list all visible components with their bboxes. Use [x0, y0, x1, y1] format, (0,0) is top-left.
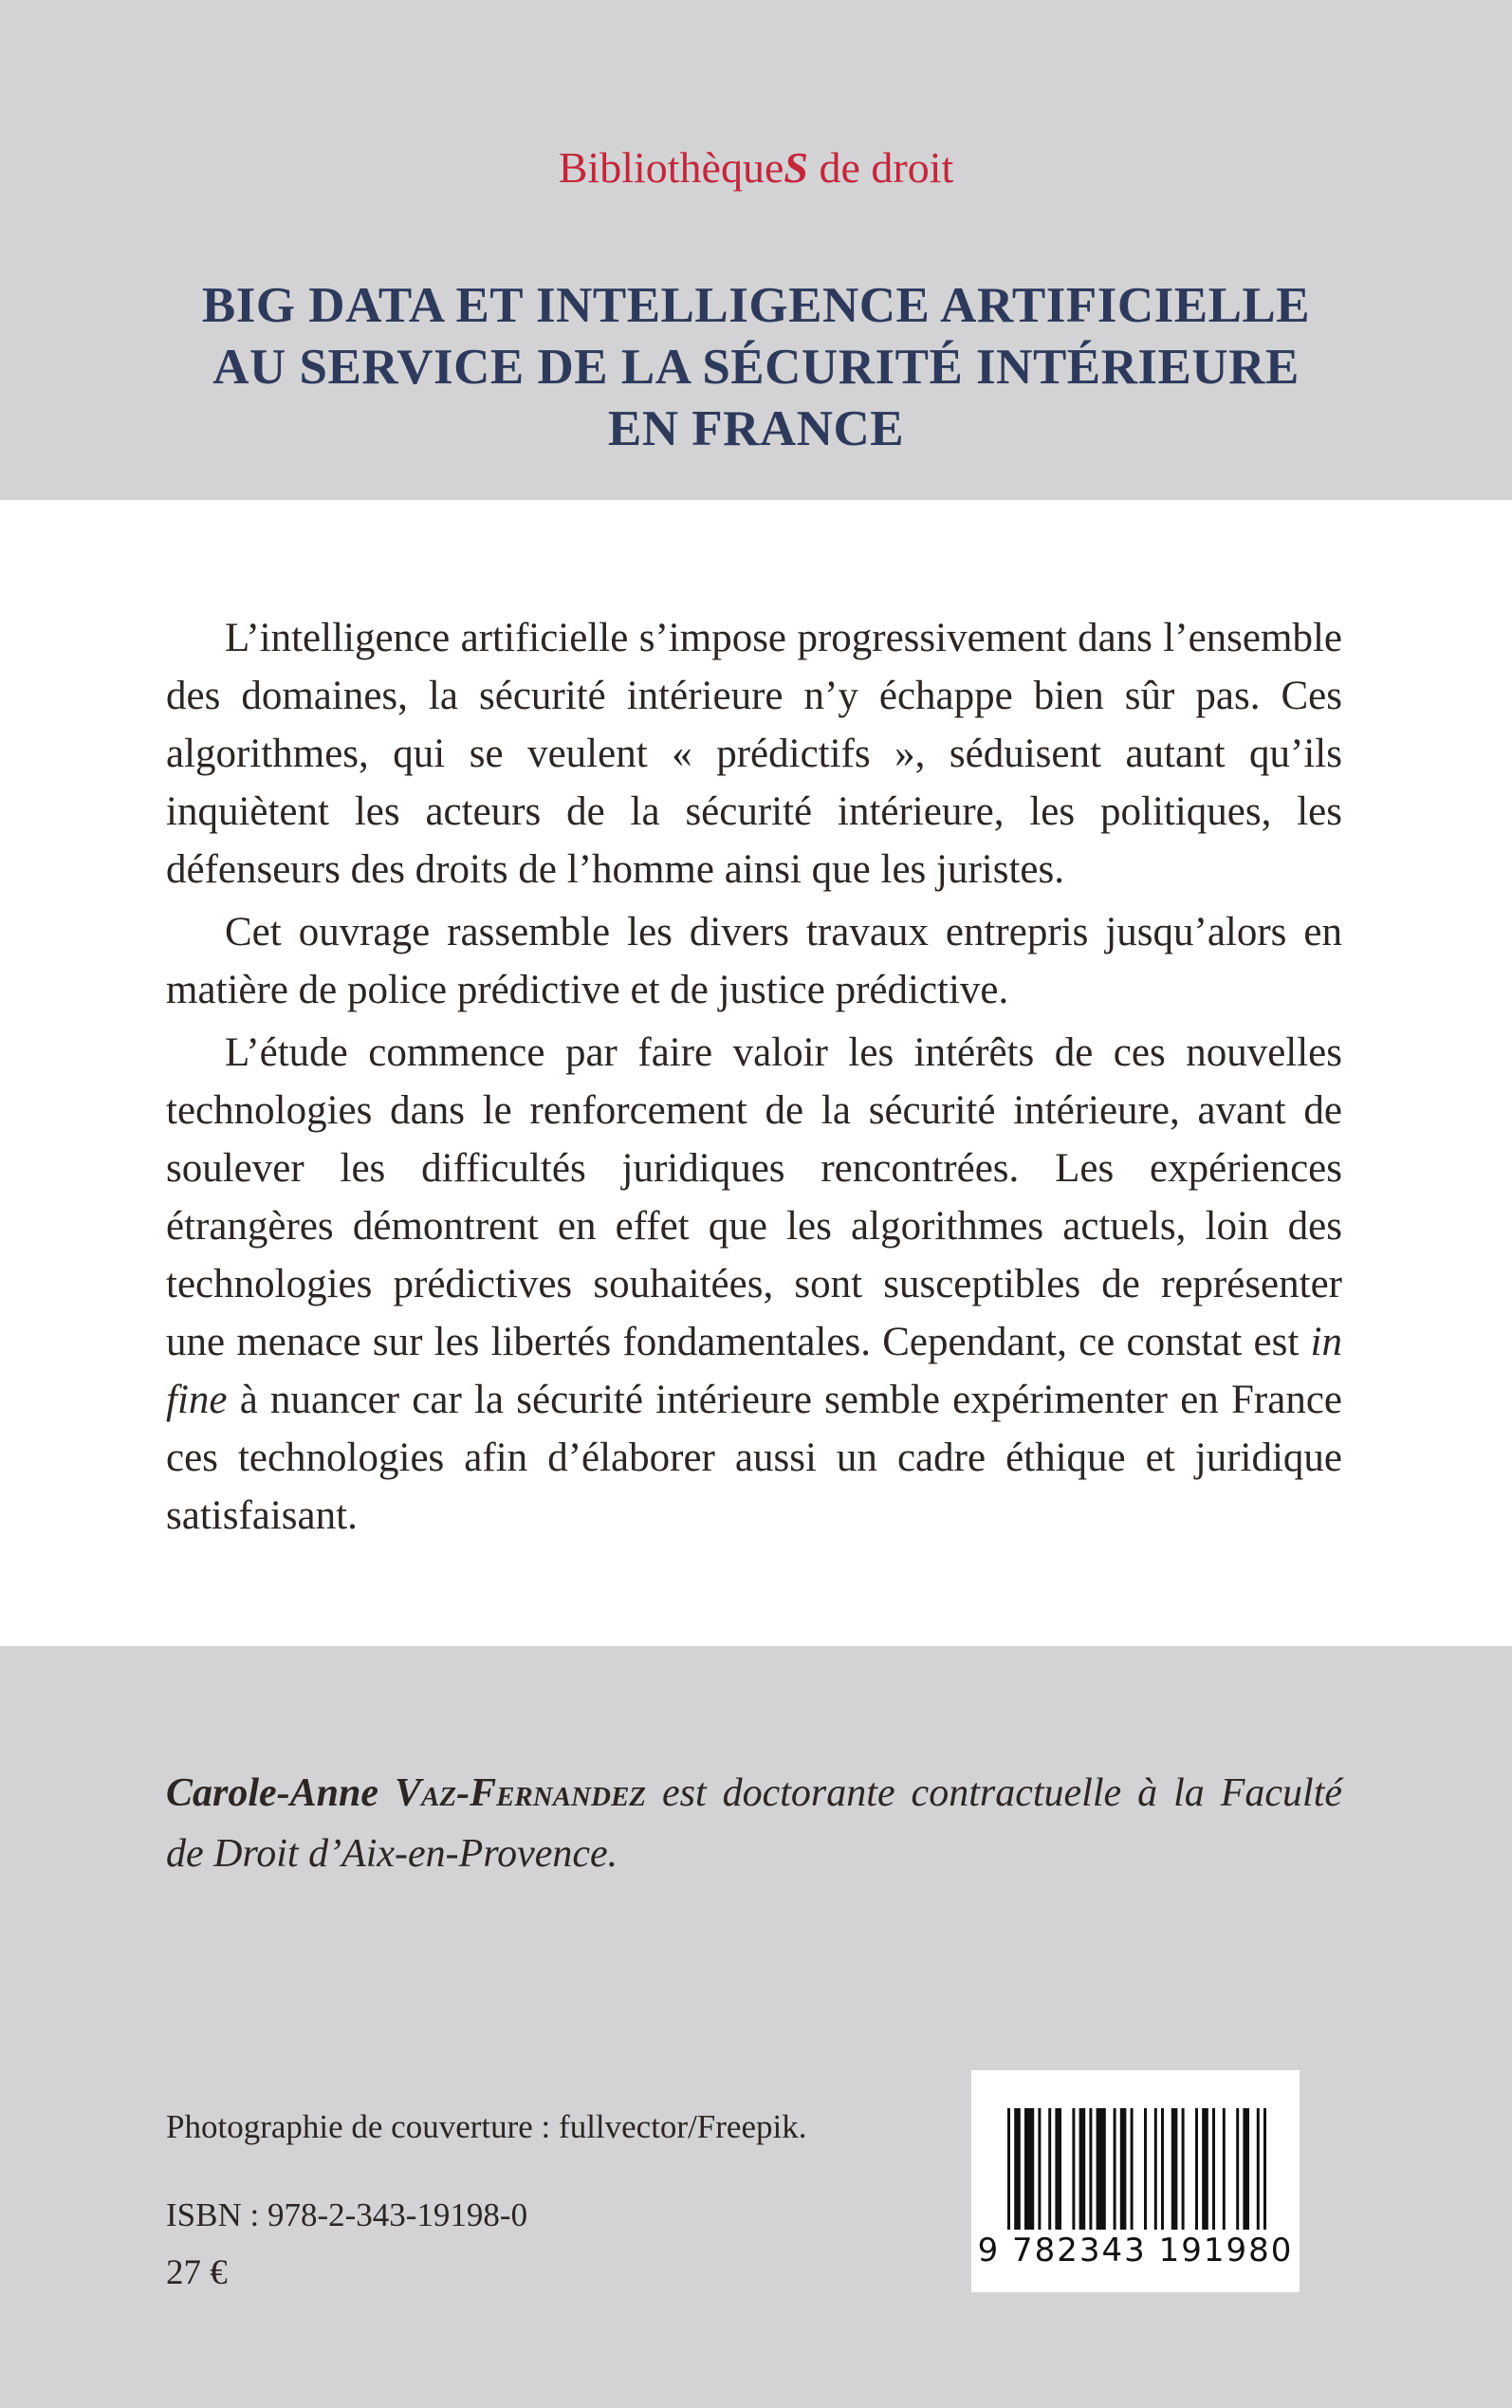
barcode-bar	[1212, 2108, 1215, 2230]
barcode-bar	[1263, 2108, 1266, 2230]
barcode-bar	[1182, 2108, 1185, 2230]
barcode-bar	[1236, 2108, 1239, 2230]
blurb-p3-italic: in fine	[166, 1320, 1342, 1422]
barcode-bar	[1223, 2108, 1226, 2230]
collection-emphasis: S	[784, 143, 808, 192]
barcode-digits: 9 782343 191980	[977, 2232, 1294, 2269]
author-bio-text: est doctorante contractuelle à la Faculté de Droit d’Aix-en-Provence.	[166, 1771, 1343, 1876]
author-last-name: Vaz-Fernandez	[395, 1771, 647, 1815]
barcode-bar	[1202, 2108, 1208, 2230]
barcode-bar	[1243, 2108, 1249, 2230]
blurb-p3-end: à nuancer car la sécurité intérieure semble expérimenter en France ces technologies afin d’élaborer aussi un cadre éthique et juridique satisfaisant.	[166, 1378, 1342, 1538]
barcode-bar	[1154, 2108, 1157, 2230]
blurb-p3-start: L’étude commence par faire valoir les intérêts de ces nouvelles technologies dans le renforcement de la sécurité intérieure, avant de soulever les difficultés juridiques rencontrées. Les expériences étrangères démontrent en effet que les algorithmes actuels, loin des technologies prédictives souhaitées, sont susceptibles de représenter une menace sur les libertés fondamentales. Cependant, ce constat est	[166, 1030, 1342, 1364]
barcode-bar	[1048, 2108, 1051, 2230]
author-bio	[166, 1763, 1342, 1884]
barcode-bar	[1055, 2108, 1061, 2230]
barcode-bar	[1007, 2108, 1010, 2230]
author-first-name: Carole-Anne	[166, 1771, 396, 1815]
blurb-paragraph-2: Cet ouvrage rassemble les divers travaux entrepris jusqu’alors en matière de police prédictive et de justice prédictive.	[166, 910, 1342, 1012]
title-line-3: EN FRANCE	[607, 401, 905, 456]
barcode-bar	[1089, 2108, 1092, 2230]
barcode-bar	[1072, 2108, 1075, 2230]
barcode-bar	[1079, 2108, 1086, 2230]
barcode	[971, 2070, 1300, 2292]
title-line-1: BIG DATA ET INTELLIGENCE ARTIFICIELLE	[201, 278, 1311, 333]
barcode-bar	[1131, 2108, 1134, 2230]
barcode-bar	[1257, 2108, 1260, 2230]
barcode-bar	[1114, 2108, 1116, 2230]
title-line-2: AU SERVICE DE LA SÉCURITÉ INTÉRIEURE	[212, 340, 1300, 395]
barcode-bar	[1097, 2108, 1106, 2230]
book-title	[0, 275, 1512, 460]
barcode-bar	[1024, 2108, 1034, 2230]
barcode-bar	[1161, 2108, 1164, 2230]
collection-name	[0, 142, 1512, 193]
barcode-bar	[1195, 2108, 1198, 2230]
photo-credit: Photographie de couverture : fullvector/Freepik.	[166, 2108, 807, 2145]
collection-suffix: de droit	[807, 143, 954, 192]
barcode-bar	[1120, 2108, 1127, 2230]
isbn: ISBN : 978-2-343-19198-0	[166, 2196, 528, 2233]
barcode-bar	[1144, 2108, 1147, 2230]
price: 27 €	[166, 2253, 228, 2292]
barcode-bar	[1038, 2108, 1041, 2230]
barcode-bar	[1014, 2108, 1021, 2230]
footer-band	[0, 1646, 1512, 2408]
blurb	[166, 609, 1342, 1549]
collection-prefix: Bibliothèque	[558, 143, 784, 192]
barcode-bar	[1171, 2108, 1178, 2230]
blurb-paragraph-3	[166, 1024, 1342, 1545]
blurb-paragraph-1: L’intelligence artificielle s’impose progressivement dans l’ensemble des domaines, la sécurité intérieure n’y échappe bien sûr pas. Ces algorithmes, qui se veulent « prédictifs », séduisent autant qu’ils inquiètent les acteurs de la sécurité intérieure, les politiques, les défenseurs des droits de l’homme ainsi que les juristes.	[166, 616, 1342, 892]
